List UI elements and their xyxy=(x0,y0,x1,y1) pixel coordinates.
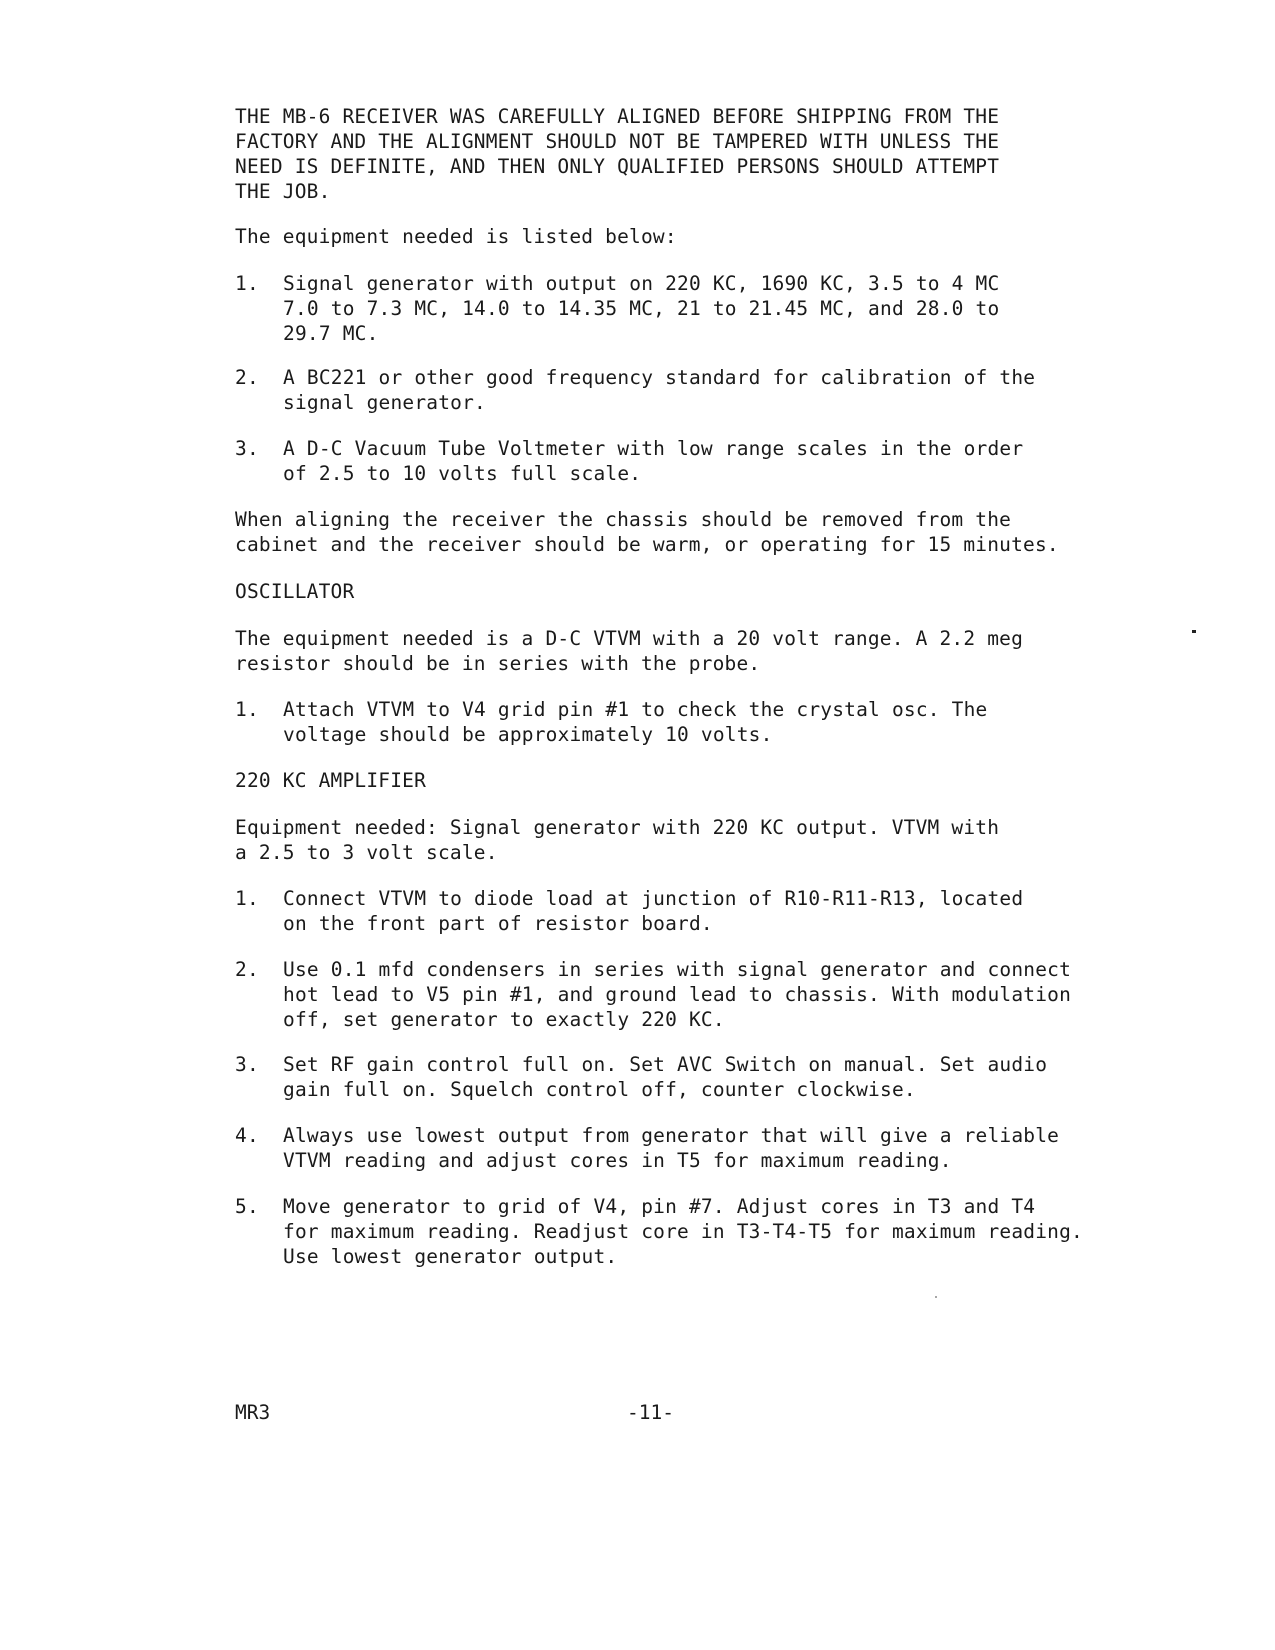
list-item-number: 2. xyxy=(235,958,259,981)
list-item-text xyxy=(283,1052,1047,1102)
text-line: Equipment needed: Signal generator with 220 KC output. VTVM with xyxy=(235,816,1000,839)
text-line: hot lead to V5 pin #1, and ground lead to chassis. With modulation xyxy=(283,983,1072,1006)
scan-speck xyxy=(935,1296,937,1298)
text-line: of 2.5 to 10 volts full scale. xyxy=(283,462,642,485)
text-line: Use 0.1 mfd condensers in series with signal generator and connect xyxy=(283,958,1072,981)
text-line: signal generator. xyxy=(283,391,486,414)
text-line: Attach VTVM to V4 grid pin #1 to check the crystal osc. The xyxy=(283,698,988,721)
text-line: When aligning the receiver the chassis should be removed from the xyxy=(235,508,1012,531)
list-item-text xyxy=(283,271,999,346)
text-line: A BC221 or other good frequency standard for calibration of the xyxy=(283,366,1036,389)
text-line: THE MB-6 RECEIVER WAS CAREFULLY ALIGNED BEFORE SHIPPING FROM THE xyxy=(235,105,1000,128)
text-line: Signal generator with output on 220 KC, 1690 KC, 3.5 to 4 MC xyxy=(283,272,1000,295)
list-item-number: 1. xyxy=(235,887,259,910)
text-line: for maximum reading. Readjust core in T3-T4-T5 for maximum reading. xyxy=(283,1220,1083,1243)
list-item-number: 3. xyxy=(235,437,259,460)
intro-paragraph xyxy=(235,104,1115,204)
heading-text: OSCILLATOR xyxy=(235,580,355,603)
amplifier-intro xyxy=(235,815,1115,865)
text-line: off, set generator to exactly 220 KC. xyxy=(283,1008,725,1031)
list-item-number: 1. xyxy=(235,272,259,295)
oscillator-intro xyxy=(235,626,1115,676)
text-line: Always use lowest output from generator that will give a reliable xyxy=(283,1124,1060,1147)
list-item-text xyxy=(283,1123,1059,1173)
list-item-text xyxy=(283,886,1023,936)
list-item-number: 3. xyxy=(235,1053,259,1076)
text-line: FACTORY AND THE ALIGNMENT SHOULD NOT BE TAMPERED WITH UNLESS THE xyxy=(235,130,1000,153)
page-number: -11- xyxy=(627,1401,674,1424)
aligning-note xyxy=(235,507,1115,557)
list-item-number: 5. xyxy=(235,1195,259,1218)
list-item-text xyxy=(283,436,1023,486)
text-line: NEED IS DEFINITE, AND THEN ONLY QUALIFIED PERSONS SHOULD ATTEMPT xyxy=(235,155,1000,178)
text-line: The equipment needed is listed below: xyxy=(235,225,677,248)
text-line: gain full on. Squelch control off, counter clockwise. xyxy=(283,1078,916,1101)
text-line: 7.0 to 7.3 MC, 14.0 to 14.35 MC, 21 to 21.45 MC, and 28.0 to xyxy=(283,297,1000,320)
text-line: voltage should be approximately 10 volts. xyxy=(283,723,773,746)
text-line: Set RF gain control full on. Set AVC Switch on manual. Set audio xyxy=(283,1053,1048,1076)
text-line: on the front part of resistor board. xyxy=(283,912,713,935)
list-item-number: 1. xyxy=(235,698,259,721)
text-line: THE JOB. xyxy=(235,180,331,203)
list-item-text xyxy=(283,1194,1083,1269)
text-line: VTVM reading and adjust cores in T5 for maximum reading. xyxy=(283,1149,952,1172)
text-line: 29.7 MC. xyxy=(283,322,379,345)
text-line: a 2.5 to 3 volt scale. xyxy=(235,841,498,864)
text-line: The equipment needed is a D-C VTVM with a 20 volt range. A 2.2 meg xyxy=(235,627,1024,650)
list-item-text xyxy=(283,697,987,747)
heading-text: 220 KC AMPLIFIER xyxy=(235,769,427,792)
text-line: cabinet and the receiver should be warm, or operating for 15 minutes. xyxy=(235,533,1059,556)
text-line: resistor should be in series with the probe. xyxy=(235,652,761,675)
list-item-number: 2. xyxy=(235,366,259,389)
equipment-intro xyxy=(235,224,1115,249)
section-heading-amplifier xyxy=(235,768,1115,793)
list-item-text xyxy=(283,957,1071,1032)
document-code: MR3 xyxy=(235,1401,271,1424)
list-item-text xyxy=(283,365,1035,415)
list-item-number: 4. xyxy=(235,1124,259,1147)
text-line: A D-C Vacuum Tube Voltmeter with low range scales in the order xyxy=(283,437,1024,460)
text-line: Move generator to grid of V4, pin #7. Adjust cores in T3 and T4 xyxy=(283,1195,1036,1218)
scan-speck xyxy=(1192,630,1196,633)
section-heading-oscillator xyxy=(235,579,1115,604)
text-line: Use lowest generator output. xyxy=(283,1245,618,1268)
text-line: Connect VTVM to diode load at junction of R10-R11-R13, located xyxy=(283,887,1024,910)
